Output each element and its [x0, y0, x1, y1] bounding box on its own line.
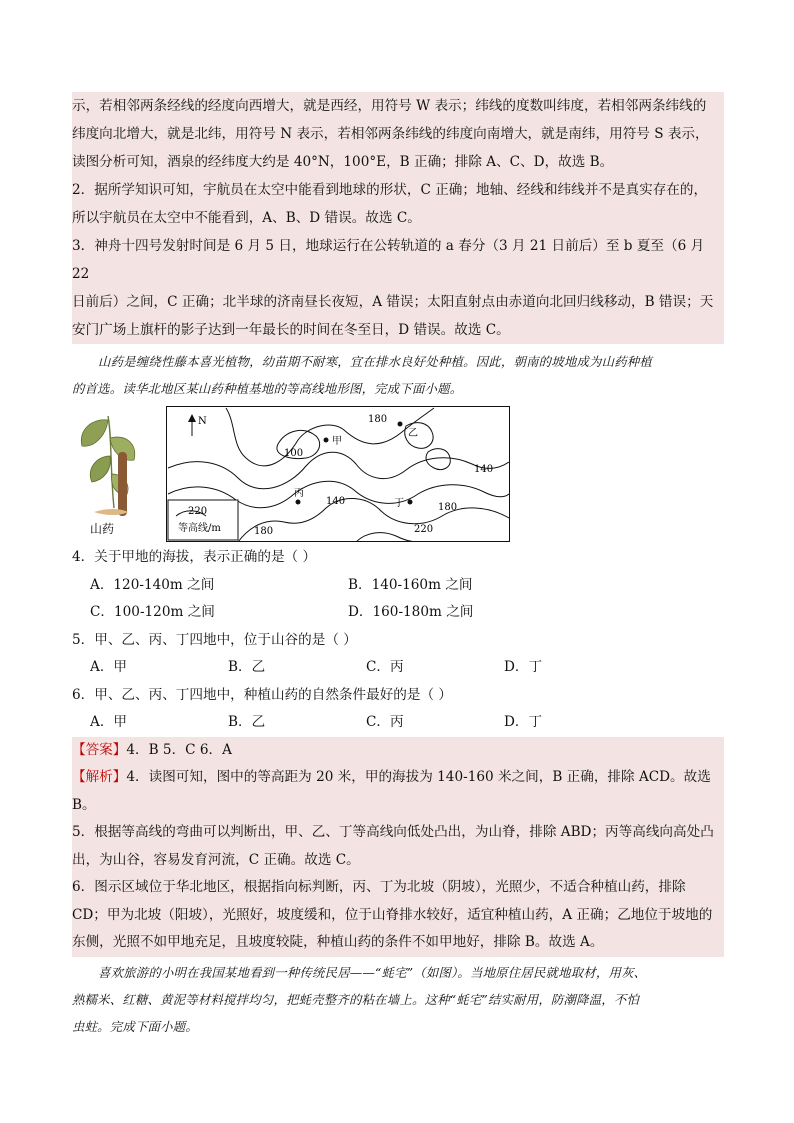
question-6-stem: 6．甲、乙、丙、丁四地中，种植山药的自然条件最好的是（ ） [72, 686, 452, 703]
question-5-stem: 5．甲、乙、丙、丁四地中，位于山谷的是（ ） [72, 631, 357, 648]
question-6-options [72, 709, 724, 737]
option-b: B．乙 [228, 714, 266, 730]
intro-paragraph-oyster-house-3: 虫蛀。完成下面小题。 [72, 1018, 198, 1034]
answer-tag: 【答案】 [72, 741, 127, 758]
analysis-line: 东侧，光照不如甲地充足，且坡度较陡，种植山药的条件不如甲地好，排除 B。故选 A。 [72, 934, 604, 950]
option-b: B．140-160m 之间 [348, 576, 473, 593]
contour-label: 220 [414, 524, 434, 535]
analysis-line: 5．根据等高线的弯曲可以判断出，甲、乙、丁等高线向低处凸出，为山脊，排除 ABD；丙等高线向高处凸 [72, 824, 714, 840]
question-4-stem: 4．关于甲地的海拔，表示正确的是（ ） [72, 549, 317, 565]
intro-line: 山药是缠绕性藤本喜光植物，幼苗期不耐寒，宜在排水良好处种植。因此，朝南的坡地成为山药种植 [98, 354, 652, 369]
intro-line: 的首选。读华北地区某山药种植基地的等高线地形图，完成下面小题。 [72, 381, 463, 396]
option-c: C．100-120m 之间 [90, 604, 215, 620]
text-line: 3．神舟十四号发射时间是 6 月 5 日，地球运行在公转轨道的 a 春分（3 月 21 日前后）至 b 夏至（6 月 22 [72, 238, 705, 282]
option-d: D．丁 [504, 659, 543, 675]
analysis-line: 6．图示区域位于华北地区，根据指向标判断，丙、丁为北坡（阴坡），光照少，不适合种植山药，排除 [72, 879, 686, 895]
intro-line: 喜欢旅游的小明在我国某地看到一种传统民居——“蚝宅”（如图）。当地原住居民就地取材，用灰、 [98, 964, 647, 980]
text-line: 读图分析可知，酒泉的经纬度大约是 40°N，100°E，B 正确；排除 A、C、D，故选 B。 [72, 154, 614, 170]
answer-block [72, 737, 724, 957]
analysis-line: 出，为山谷，容易发育河流，C 正确。故选 C。 [72, 851, 360, 868]
option-a: A．甲 [90, 714, 128, 730]
point-jia [324, 438, 329, 443]
answer-line [72, 737, 724, 765]
analysis-line: CD；甲为北坡（阳坡），光照好，坡度缓和，位于山脊排水较好，适宜种植山药，A 正确；乙地位于坡地的 [72, 906, 713, 923]
point-label-jia: 甲 [332, 436, 342, 447]
analysis-tag: 【解析】 [72, 769, 127, 785]
plant-label: 山药 [90, 522, 115, 536]
legend-box [168, 500, 238, 540]
figure-row [72, 406, 724, 544]
point-label-bing: 丙 [294, 488, 304, 499]
text-line: 所以宇航员在太空中不能看到，A、B、D 错误。故选 C。 [72, 210, 421, 226]
question-4-options-row2 [72, 599, 724, 627]
contour-label: 140 [326, 496, 346, 507]
north-label: N [198, 416, 207, 427]
page-content [72, 92, 724, 1040]
question-5-options [72, 654, 724, 682]
point-ding [408, 500, 413, 505]
point-yi [398, 422, 403, 427]
question-4-options-row1 [72, 572, 724, 600]
option-d: D．160-180m 之间 [348, 604, 474, 620]
analysis-line [72, 764, 724, 819]
contour-label: 180 [438, 502, 458, 513]
legend-value: 220 [188, 506, 208, 517]
option-c: C．丙 [366, 659, 404, 675]
intro-paragraph-yam [72, 348, 724, 375]
point-label-ding: 丁 [394, 498, 404, 509]
option-c: C．丙 [366, 714, 404, 730]
option-a: A．甲 [90, 659, 128, 675]
option-a: A．120-140m 之间 [90, 576, 215, 593]
text-line: 2．据所学知识可知，宇航员在太空中能看到地球的形状，C 正确；地轴、经线和纬线并不是真实存在的， [72, 182, 708, 198]
explanation-block-previous [72, 92, 724, 344]
option-b: B．乙 [228, 659, 266, 675]
intro-paragraph-oyster-house [72, 959, 724, 986]
contour-map [166, 406, 510, 542]
text-line: 安门广场上旗杆的影子达到一年最长的时间在冬至日，D 错误。故选 C。 [72, 322, 510, 338]
text-line: 日前后）之间，C 正确；北半球的济南昼长夜短，A 错误；太阳直射点由赤道向北回归线移动，B 错误；天 [72, 294, 714, 310]
contour-label: 180 [368, 414, 388, 425]
text-line: 纬度向北增大，就是北纬，用符号 N 表示，若相邻两条纬线的纬度向南增大，就是南纬，用符号 S 表示， [72, 126, 709, 142]
intro-paragraph-yam-2 [72, 375, 724, 402]
legend-label: 等高线/m [178, 523, 221, 534]
point-bing [296, 500, 301, 505]
answer-text: 4．B 5．C 6．A [126, 741, 232, 758]
analysis-text: 4．读图可知，图中的等高距为 20 米，甲的海拔为 140-160 米之间，B 正确，排除 ACD。故选 B。 [72, 769, 711, 813]
text-line: 示，若相邻两条经线的经度向西增大，就是西经，用符号 W 表示；纬线的度数叫纬度，若相邻两条纬线的 [72, 98, 707, 114]
option-d: D．丁 [504, 714, 543, 730]
intro-paragraph-oyster-house-2: 熟糯米、红糖、黄泥等材料搅拌均匀，把蚝壳整齐的粘在墙上。这种“蚝宅”结实耐用，防潮降温，不怕 [72, 991, 640, 1007]
point-label-yi: 乙 [408, 428, 418, 439]
contour-label: 180 [254, 526, 274, 537]
yam-plant-illustration [72, 408, 142, 536]
contour-label: 100 [284, 448, 304, 459]
contour-label: 140 [474, 464, 494, 475]
